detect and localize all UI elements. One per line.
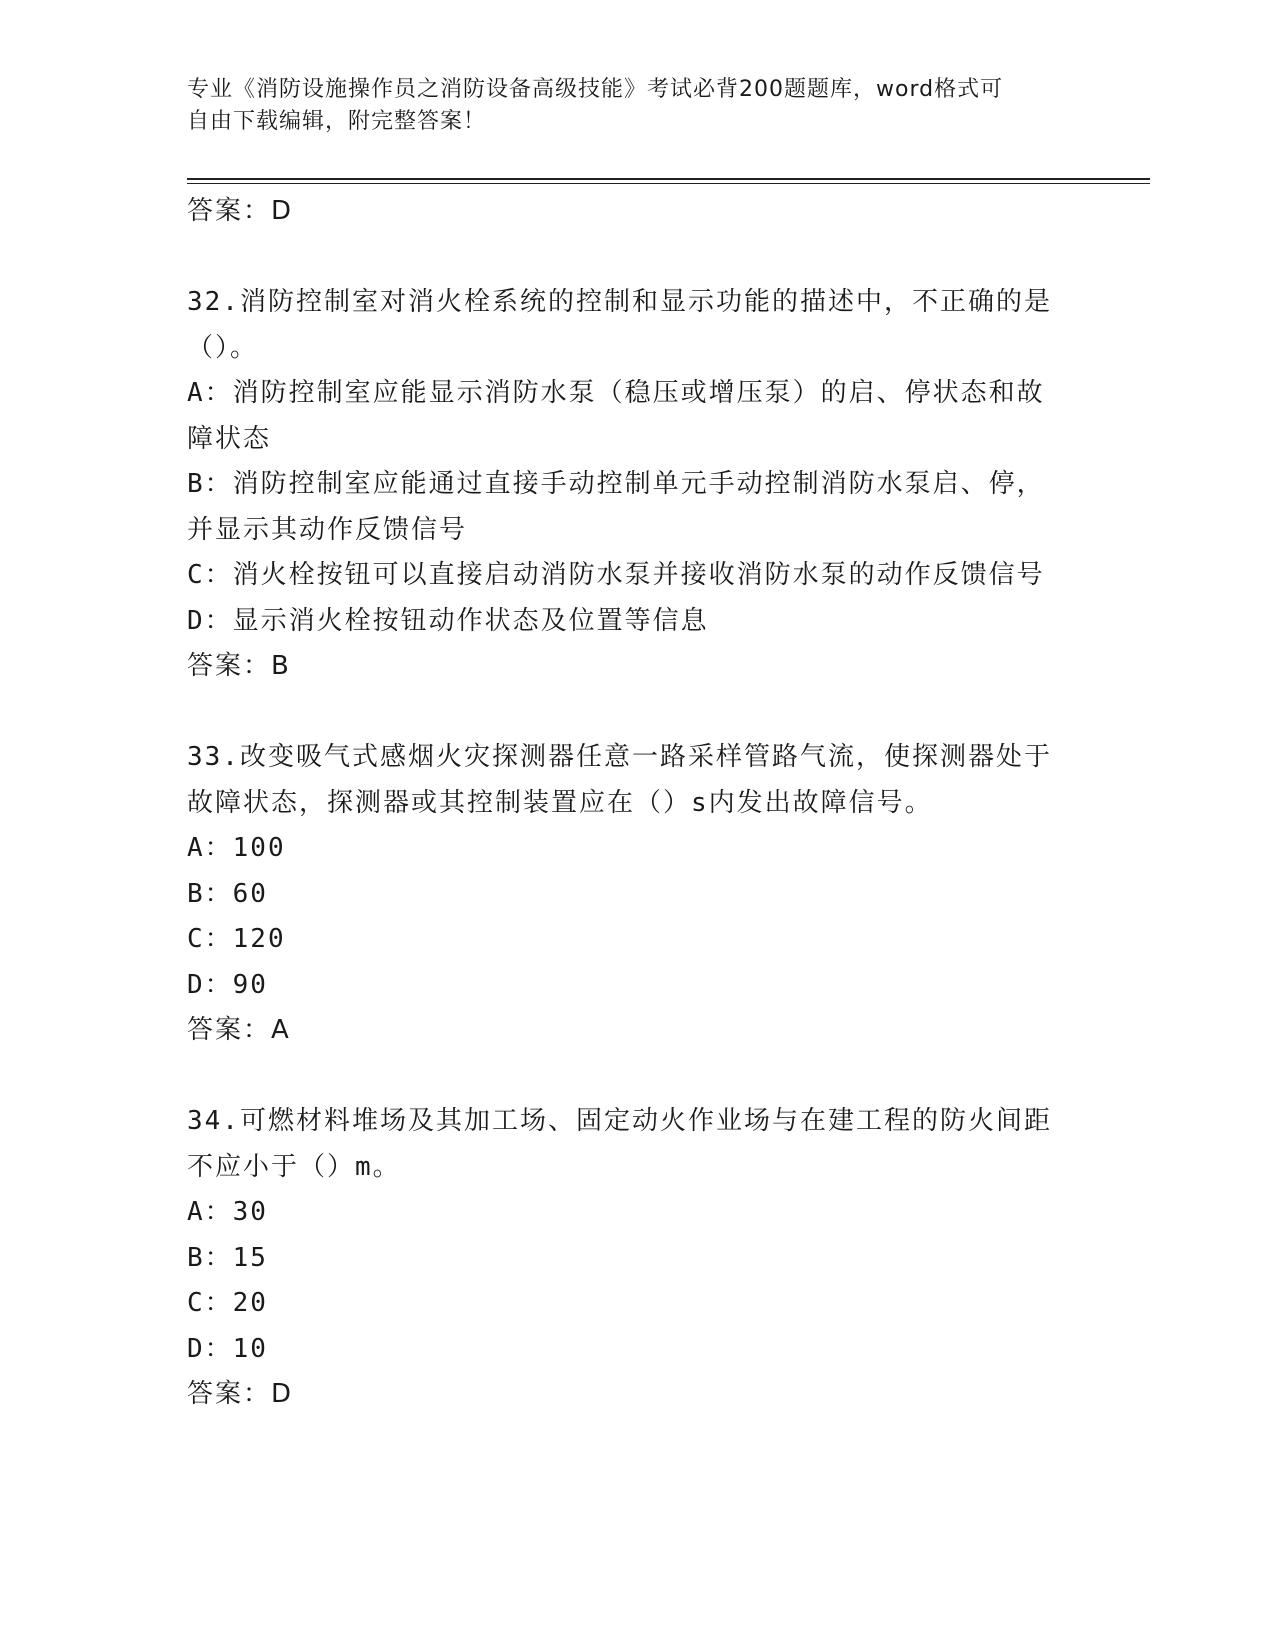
header-title-line-1: 专业《消防设施操作员之消防设备高级技能》考试必背200题题库，word格式可	[187, 77, 1004, 102]
question-stem-line: 34.可燃材料堆场及其加工场、固定动火作业场与在建工程的防火间距	[187, 1106, 1052, 1136]
option-b: B：消防控制室应能通过直接手动控制单元手动控制消防水泵启、停，	[187, 469, 1045, 499]
header-title-line-2: 自由下载编辑，附完整答案！	[187, 109, 487, 134]
option-b: B：15	[187, 1242, 268, 1273]
option-d: D：10	[187, 1333, 268, 1364]
previous-answer: 答案：D	[187, 196, 294, 226]
page-header	[187, 74, 1067, 138]
question-stem-line: 32.消防控制室对消火栓系统的控制和显示功能的描述中，不正确的是	[187, 287, 1052, 317]
question-stem-line: 33.改变吸气式感烟火灾探测器任意一路采样管路气流，使探测器处于	[187, 742, 1052, 772]
option-a-cont: 障状态	[187, 423, 272, 454]
option-a: A：100	[187, 833, 286, 863]
question-33	[187, 735, 1087, 1054]
option-d: D：90	[187, 969, 268, 1000]
option-b-cont: 并显示其动作反馈信号	[187, 514, 468, 545]
question-stem-line: 不应小于（）m。	[187, 1151, 401, 1182]
option-a: A：消防控制室应能显示消防水泵（稳压或增压泵）的启、停状态和故	[187, 378, 1045, 408]
spacer	[187, 690, 1087, 736]
option-d: D：显示消火栓按钮动作状态及位置等信息	[187, 605, 709, 636]
question-32	[187, 280, 1087, 690]
option-c: C：120	[187, 924, 286, 954]
answer-label: 答案：D	[187, 1379, 294, 1409]
answer-label: 答案：A	[187, 1015, 291, 1045]
option-a: A：30	[187, 1197, 268, 1227]
spacer	[187, 1054, 1087, 1100]
header-divider	[187, 178, 1150, 180]
answer-label: 答案：B	[187, 651, 291, 681]
question-list	[187, 189, 1087, 1418]
option-c: C：消火栓按钮可以直接启动消防水泵并接收消防水泵的动作反馈信号	[187, 560, 1045, 590]
question-34	[187, 1099, 1087, 1418]
spacer	[187, 235, 1087, 281]
question-stem-line: 故障状态，探测器或其控制装置应在（）s内发出故障信号。	[187, 787, 933, 818]
option-b: B：60	[187, 878, 268, 909]
question-stem-line: （）。	[187, 332, 259, 363]
header-divider-thin	[187, 183, 1150, 184]
option-c: C：20	[187, 1288, 268, 1318]
